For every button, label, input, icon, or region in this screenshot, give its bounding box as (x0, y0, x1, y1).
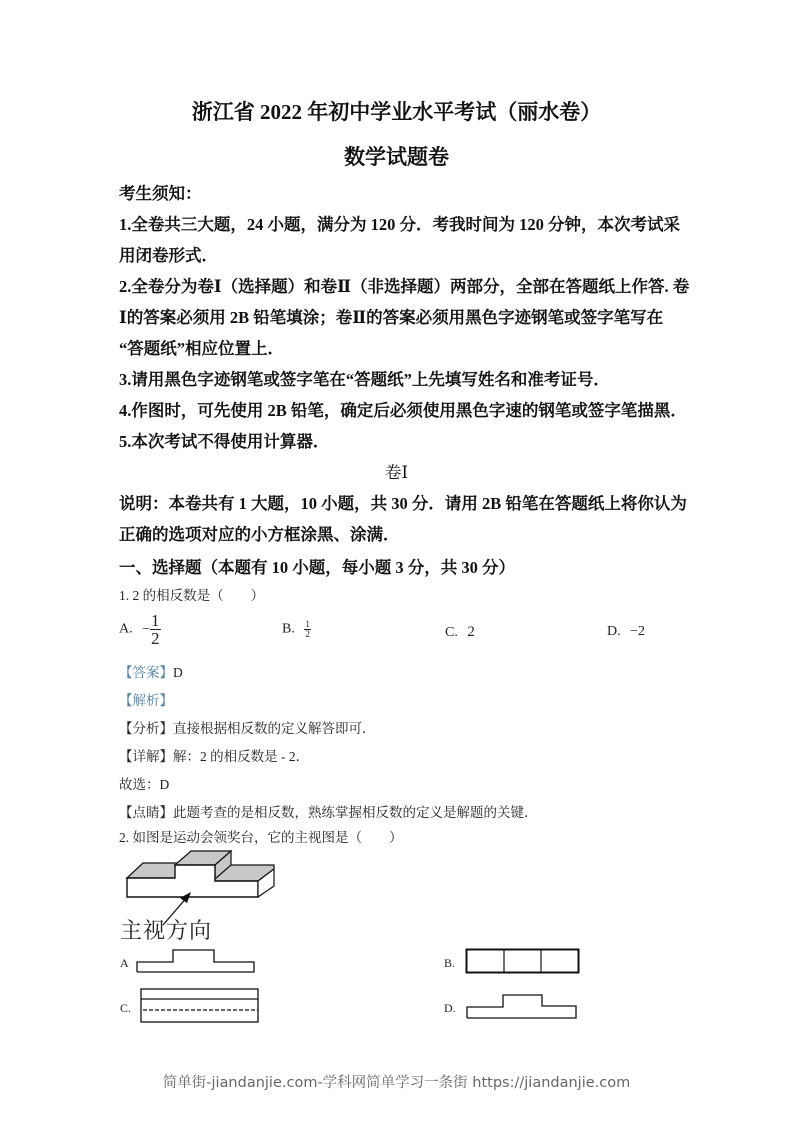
q2-option-c-label: C. (120, 1001, 132, 1015)
denominator: 2 (305, 629, 310, 639)
part-title: 一、选择题（本题有 10 小题，每小题 3 分，共 30 分） (119, 558, 515, 577)
dianjing-text: 此题考查的是相反数，熟练掌握相反数的定义是解题的关键． (173, 805, 538, 820)
question-1-stem: 1. 2 的相反数是（ ） (119, 588, 265, 603)
notice-line: 4.作图时，可先使用 2B 铅笔，确定后必须使用黑色字速的钢笔或签字笔描黑． (119, 401, 687, 420)
answer-value: D (173, 665, 183, 680)
fraction (150, 612, 161, 647)
fenxi-text: 直接根据相反数的定义解答即可． (173, 721, 376, 736)
q2-option-d-figure (465, 993, 579, 1021)
minus-sign: − (142, 621, 151, 637)
dianjing-row (119, 801, 538, 821)
notice-line: “答题纸”相应位置上． (119, 339, 284, 358)
notice-line: 用闭卷形式． (119, 246, 218, 265)
option-letter: D. (607, 624, 621, 639)
numerator: 1 (305, 619, 310, 629)
q2-option-b-figure (465, 948, 581, 975)
figure-caption: 主视方向 (120, 919, 213, 944)
notice-line: 5.本次考试不得使用计算器． (119, 432, 330, 451)
answer-label: 【答案】 (119, 665, 173, 680)
section-desc-line: 说明：本卷共有 1 大题，10 小题，共 30 分．请用 2B 铅笔在答题纸上将你认为 (119, 494, 687, 513)
answer-row (119, 661, 183, 681)
fenxi-label: 【分析】 (119, 721, 173, 736)
option-letter: A. (119, 621, 133, 637)
fenxi-row (119, 717, 376, 737)
denominator: 2 (151, 629, 160, 648)
numerator: 1 (151, 611, 160, 630)
dianjing-label: 【点睛】 (119, 805, 173, 820)
option-letter: B. (282, 621, 295, 637)
xiangjie-label: 【详解】 (119, 749, 173, 764)
option-value: 2 (467, 624, 475, 640)
question-2-stem: 2. 如图是运动会领奖台，它的主视图是（ ） (119, 830, 403, 845)
fraction (304, 620, 311, 639)
choice-text: 故选：D (119, 777, 170, 792)
notice-line: 3.请用黑色字迹钢笔或签字笔在“答题纸”上先填写姓名和准考证号． (119, 370, 610, 389)
option-letter: C. (445, 625, 458, 640)
notice-line: 1.全卷共三大题，24 小题，满分为 120 分．考我时间为 120 分钟，本次考试采 (119, 215, 680, 234)
section-heading: 卷Ⅰ (384, 463, 409, 482)
q2-option-a-figure (135, 947, 257, 975)
q2-option-a-label: A (120, 956, 129, 970)
q2-option-c-figure (140, 988, 260, 1024)
xiangjie-row (119, 745, 309, 765)
page-title: 浙江省 2022 年初中学业水平考试（丽水卷） (191, 100, 602, 124)
notice-line: 2.全卷分为卷Ⅰ（选择题）和卷Ⅱ（非选择题）两部分，全部在答题纸上作答. 卷 (119, 277, 690, 296)
q2-option-d-label: D. (444, 1001, 456, 1015)
xiangjie-text: 解：2 的相反数是 - 2． (173, 749, 310, 764)
footer-watermark: 简单街-jiandanjie.com-学科网简单学习一条街 https://jiandanjie.com (162, 1075, 631, 1091)
section-desc-line: 正确的选项对应的小方框涂黑、涂满． (119, 525, 400, 544)
page-subtitle: 数学试题卷 (344, 145, 449, 169)
q1-option-b (282, 620, 311, 639)
q1-option-d (607, 624, 645, 640)
q1-option-a (119, 612, 161, 647)
option-value: −2 (630, 624, 646, 639)
notice-heading: 考生须知： (119, 184, 202, 203)
notice-line: Ⅰ的答案必须用 2B 铅笔填涂；卷Ⅱ的答案必须用黑色字迹钢笔或签字笔写在 (119, 308, 664, 327)
q2-option-b-label: B. (444, 956, 456, 970)
analysis-label: 【解析】 (119, 693, 173, 708)
q1-option-c (445, 624, 475, 641)
